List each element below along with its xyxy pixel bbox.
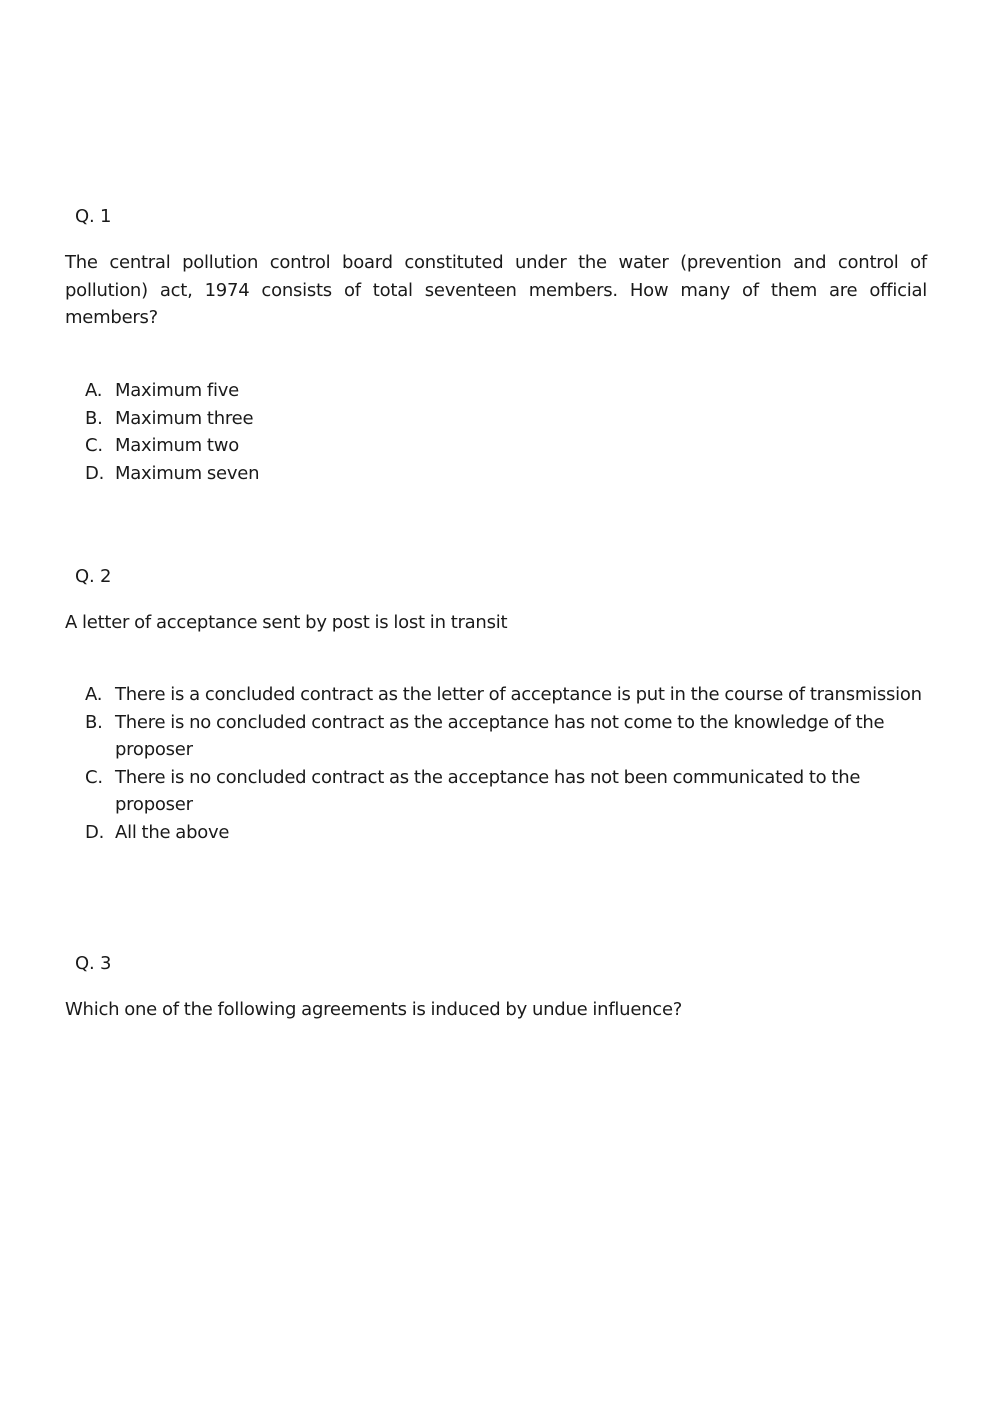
option-letter: A. bbox=[85, 684, 103, 705]
question-1-text: The central pollution control board constituted under the water (prevention and control of pollution) act, 1974 consists of total seventeen members. How many of them are official members? bbox=[65, 252, 927, 328]
question-3-number: Q. 3 bbox=[75, 953, 112, 974]
option-text: There is no concluded contract as the acceptance has not come to the knowledge of the proposer bbox=[115, 711, 885, 760]
question-2-option-b bbox=[65, 709, 927, 764]
question-1-options bbox=[65, 377, 927, 487]
option-text: There is no concluded contract as the acceptance has not been communicated to the proposer bbox=[115, 766, 861, 815]
option-letter: B. bbox=[85, 407, 103, 429]
question-1-option-d bbox=[65, 460, 927, 488]
question-3-text: Which one of the following agreements is induced by undue influence? bbox=[65, 999, 683, 1020]
question-2-number: Q. 2 bbox=[75, 566, 112, 587]
question-2-options bbox=[65, 681, 927, 846]
option-text: Maximum three bbox=[115, 407, 254, 429]
question-2-option-d bbox=[65, 819, 927, 847]
question-1-option-b bbox=[65, 405, 927, 433]
option-text: All the above bbox=[115, 821, 230, 843]
option-letter: C. bbox=[85, 435, 103, 456]
option-text: Maximum two bbox=[115, 435, 239, 456]
option-letter: D. bbox=[85, 821, 105, 843]
question-2-option-c bbox=[65, 764, 927, 819]
question-1-number: Q. 1 bbox=[75, 206, 112, 227]
option-text: There is a concluded contract as the letter of acceptance is put in the course of transmission bbox=[115, 684, 922, 705]
option-letter: A. bbox=[85, 380, 103, 401]
question-2-text: A letter of acceptance sent by post is lost in transit bbox=[65, 612, 508, 633]
question-1-option-c bbox=[65, 432, 927, 460]
option-text: Maximum five bbox=[115, 380, 239, 401]
option-letter: B. bbox=[85, 711, 103, 733]
question-1-option-a bbox=[65, 377, 927, 405]
option-letter: C. bbox=[85, 766, 103, 788]
question-2-option-a bbox=[65, 681, 927, 709]
option-letter: D. bbox=[85, 462, 105, 484]
option-text: Maximum seven bbox=[115, 462, 260, 484]
